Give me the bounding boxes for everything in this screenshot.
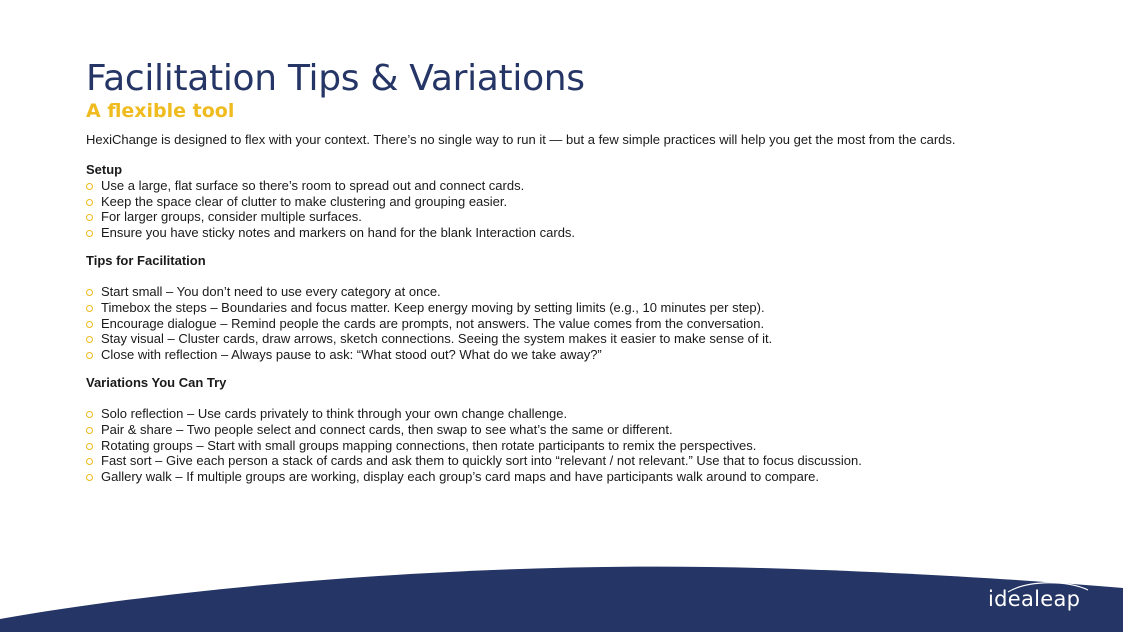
circle-bullet-icon [86,352,93,359]
circle-bullet-icon [86,443,93,450]
list-item: Rotating groups – Start with small groups mapping connections, then rotate participants to remix the perspectives. [86,438,1096,454]
tips-list [86,284,1096,362]
circle-bullet-icon [86,199,93,206]
circle-bullet-icon [86,458,93,465]
variations-heading: Variations You Can Try [86,375,227,391]
intro-paragraph: HexiChange is designed to flex with your context. There’s no single way to run it — but a few simple practices will help you get the most from the cards. [86,132,956,147]
list-item: Gallery walk – If multiple groups are working, display each group’s card maps and have participants walk around to compare. [86,469,1096,485]
circle-bullet-icon [86,427,93,434]
list-item: Stay visual – Cluster cards, draw arrows, sketch connections. Seeing the system makes it easier to make sense of it. [86,331,1096,347]
list-item: Fast sort – Give each person a stack of cards and ask them to quickly sort into “relevant / not relevant.” Use that to focus discussion. [86,453,1096,469]
wave-shape [0,567,1123,632]
circle-bullet-icon [86,321,93,328]
list-item: Timebox the steps – Boundaries and focus matter. Keep energy moving by setting limits (e.g., 10 minutes per step). [86,300,1096,316]
setup-heading: Setup [86,162,123,177]
circle-bullet-icon [86,214,93,221]
list-item: Pair & share – Two people select and connect cards, then swap to see what’s the same or different. [86,422,1096,438]
setup-list [86,178,1096,240]
list-item: Start small – You don’t need to use every category at once. [86,284,1096,300]
footer-wave [0,532,1123,632]
page-subtitle: A flexible tool [86,100,235,122]
tips-heading: Tips for Facilitation [86,253,206,269]
circle-bullet-icon [86,289,93,296]
circle-bullet-icon [86,336,93,343]
list-item: Ensure you have sticky notes and markers on hand for the blank Interaction cards. [86,225,1096,241]
brand-logo: idealeap [988,587,1081,611]
circle-bullet-icon [86,230,93,237]
spacer [86,269,1096,284]
circle-bullet-icon [86,305,93,312]
list-item: Keep the space clear of clutter to make clustering and grouping easier. [86,194,1096,210]
list-item: For larger groups, consider multiple surfaces. [86,209,1096,225]
variations-list [86,406,1096,484]
circle-bullet-icon [86,411,93,418]
circle-bullet-icon [86,183,93,190]
list-item: Close with reflection – Always pause to ask: “What stood out? What do we take away?” [86,347,1096,363]
list-item: Encourage dialogue – Remind people the cards are prompts, not answers. The value comes from the conversation. [86,316,1096,332]
spacer [86,391,1096,406]
list-item: Use a large, flat surface so there’s room to spread out and connect cards. [86,178,1096,194]
slide-content [86,58,1096,484]
circle-bullet-icon [86,474,93,481]
list-item: Solo reflection – Use cards privately to think through your own change challenge. [86,406,1096,422]
page-title: Facilitation Tips & Variations [86,58,585,99]
